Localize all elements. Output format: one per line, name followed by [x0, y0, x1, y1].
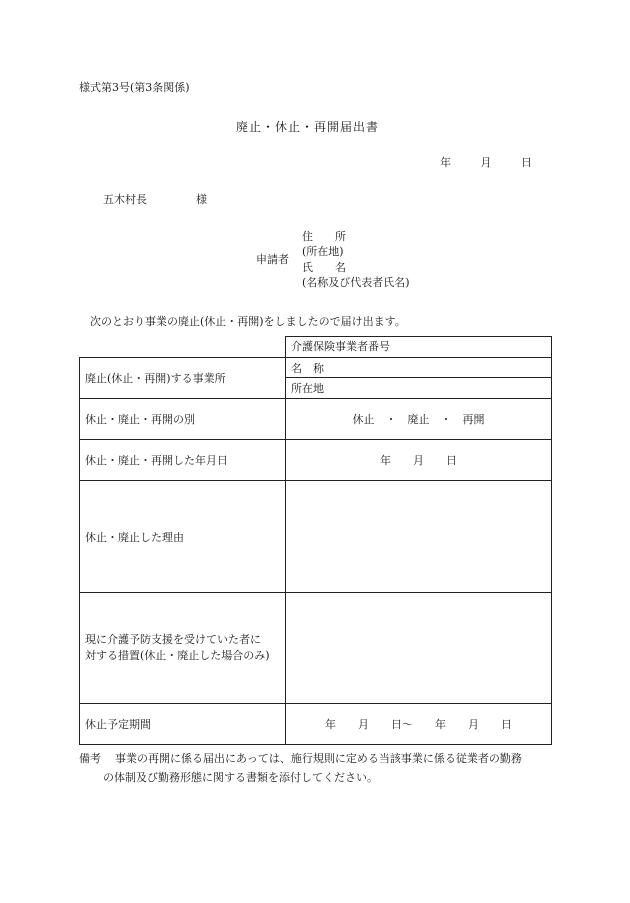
date-day: 日: [521, 156, 532, 169]
applicant-address-sub: (所在地): [302, 245, 344, 258]
notes-label: 備考: [79, 752, 101, 765]
period-row-label: 休止予定期間: [80, 704, 286, 745]
addressee-honorific: 様: [196, 193, 207, 206]
office-name-field[interactable]: 名 称: [286, 358, 552, 378]
date-row-label: 休止・廃止・再開した年月日: [80, 440, 286, 481]
reason-row-label: 休止・廃止した理由: [80, 481, 286, 593]
office-row-label: 廃止(休止・再開)する事業所: [80, 358, 286, 399]
blank-cell: [80, 337, 286, 358]
applicant-label: 申請者: [256, 253, 289, 266]
reason-field[interactable]: [286, 481, 552, 593]
applicant-name: 氏 名: [302, 261, 346, 274]
form-number: 様式第3号(第3条関係): [79, 81, 190, 94]
notes-line2: の体制及び勤務形態に関する書類を添付してください。: [103, 771, 378, 784]
addressee-name: 五木村長: [103, 193, 147, 206]
kind-row-label: 休止・廃止・再開の別: [80, 399, 286, 440]
measures-field[interactable]: [286, 593, 552, 704]
period-value-field[interactable]: 年 月 日〜 年 月 日: [286, 704, 552, 745]
date-year: 年: [440, 156, 451, 169]
date-value-field[interactable]: 年 月 日: [286, 440, 552, 481]
measures-row-label: [80, 593, 286, 704]
insurer-number-cell: [286, 337, 552, 358]
date-month: 月: [480, 156, 492, 169]
insurer-number-label: 介護保険事業者番号: [291, 340, 390, 353]
measures-label-line1: 現に介護予防支援を受けていた者に: [85, 633, 261, 646]
page-title: 廃止・休止・再開届出書: [236, 120, 380, 134]
intro-text: 次のとおり事業の廃止(休止・再開)をしましたので届け出ます。: [90, 315, 406, 328]
notification-form-table: [79, 336, 552, 745]
kind-options-field[interactable]: 休止 ・ 廃止 ・ 再開: [286, 399, 552, 440]
notes-line1: 事業の再開に係る届出にあっては、施行規則に定める当該事業に係る従業者の勤務: [115, 752, 522, 765]
measures-label-line2: 対する措置(休止・廃止した場合のみ): [85, 649, 270, 662]
office-location-field[interactable]: 所在地: [286, 378, 552, 399]
applicant-name-sub: (名称及び代表者氏名): [302, 276, 410, 289]
header-date: [440, 157, 532, 168]
applicant-address: 住 所: [302, 230, 346, 243]
